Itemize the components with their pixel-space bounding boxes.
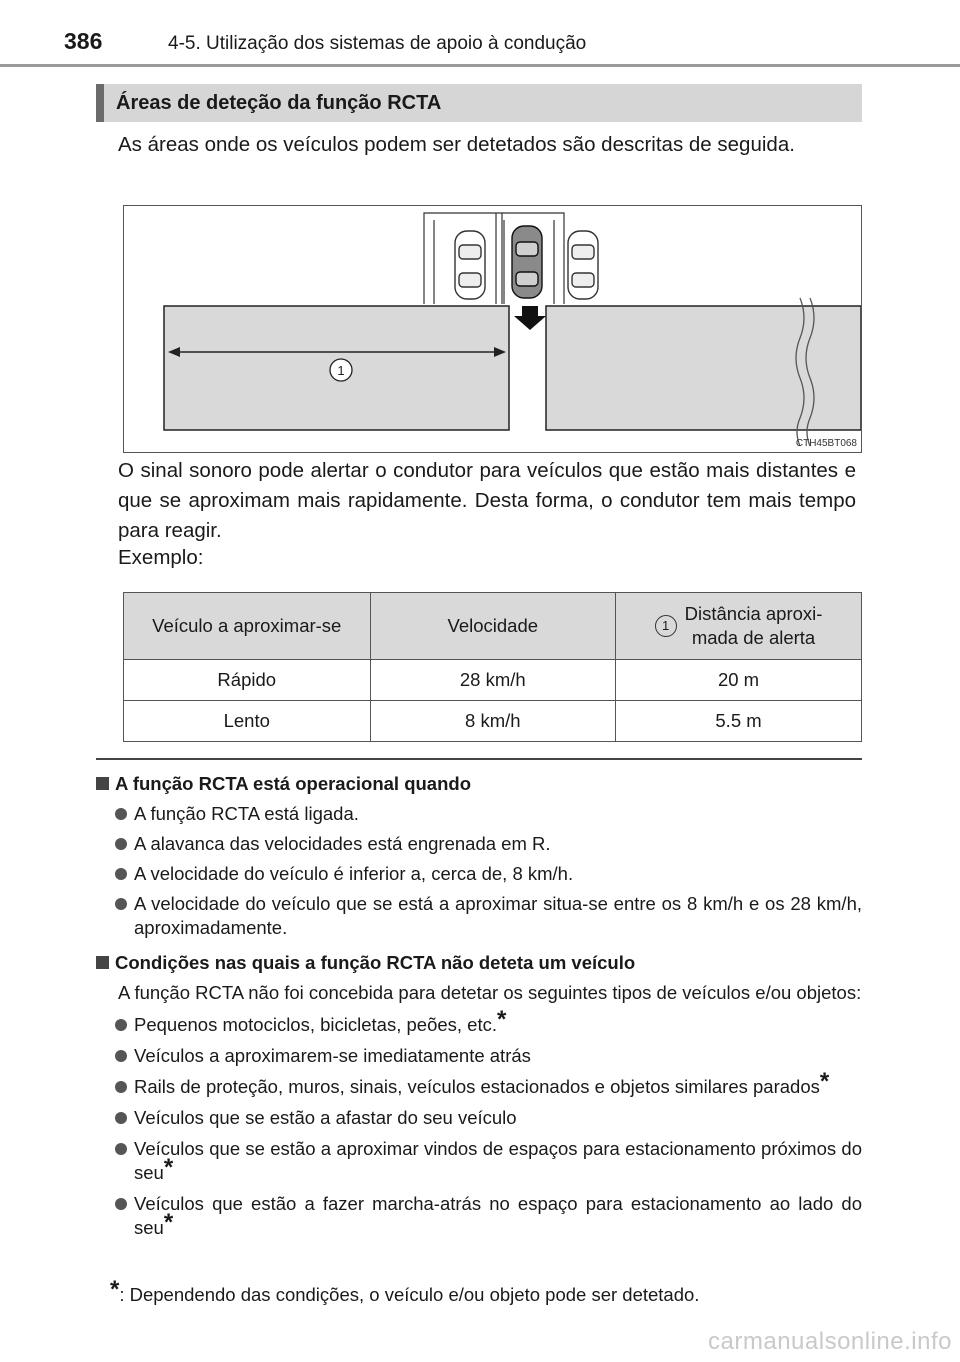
footnote-star: *: [110, 1276, 120, 1303]
bullet-icon: [115, 1143, 127, 1155]
alert-distance-table: [123, 592, 862, 742]
table-row: [124, 660, 862, 701]
square-bullet-icon: [96, 777, 109, 790]
alert-paragraph: O sinal sonoro pode alertar o condutor para veículos que estão mais distantes e que se aproximam mais rapidamente. Desta forma, o condutor tem mais tempo para reagir.: [118, 459, 856, 542]
footnote-text: : Dependendo das condições, o veículo e/ou objeto pode ser detetado.: [119, 1284, 700, 1305]
list-item: A velocidade do veículo que se está a aproximar situa-se entre os 8 km/h e os 28 km/h, aproximadamente.: [96, 892, 862, 940]
bullet-icon: [115, 838, 127, 850]
example-label: Exemplo:: [118, 546, 204, 569]
footnote-star: *: [497, 1006, 507, 1033]
section-title-bar: [96, 84, 862, 122]
table-cell: 28 km/h: [370, 660, 616, 701]
square-bullet-icon: [96, 956, 109, 969]
table-cell: 20 m: [616, 660, 862, 701]
figure-caption: CTH45BT068: [795, 438, 857, 449]
list-item: Rails de proteção, muros, sinais, veículos estacionados e objetos similares parados*: [96, 1075, 862, 1099]
footnote-star: *: [163, 1209, 174, 1236]
bullet-icon: [115, 808, 127, 820]
bullet-icon: [115, 1019, 127, 1031]
footnote-star: *: [819, 1068, 830, 1095]
table-cell: Rápido: [124, 660, 371, 701]
table-header-cell: Velocidade: [370, 593, 616, 660]
parked-car-left: [455, 231, 485, 299]
range-marker: 1: [337, 363, 345, 378]
table-row: [124, 701, 862, 742]
note-title: A função RCTA está operacional quando: [115, 773, 471, 794]
header-marker: 1: [655, 615, 677, 637]
bullet-icon: [115, 868, 127, 880]
header-rule: [0, 64, 960, 67]
bullet-icon: [115, 1112, 127, 1124]
list-item: A função RCTA está ligada.: [96, 802, 862, 826]
list-item: A velocidade do veículo é inferior a, cerca de, 8 km/h.: [96, 862, 862, 886]
bullet-icon: [115, 1081, 127, 1093]
detection-area-illustration: [124, 206, 861, 452]
operational-note: [96, 772, 862, 940]
bullet-icon: [115, 898, 127, 910]
detection-area-diagram: [123, 205, 862, 453]
own-vehicle: [512, 226, 542, 298]
reverse-arrow-icon: [514, 306, 546, 330]
table-header-cell: Veículo a aproximar-se: [124, 593, 371, 660]
list-item: Veículos a aproximarem-se imediatamente atrás: [96, 1044, 862, 1068]
list-item: Pequenos motociclos, bicicletas, peões, etc.*: [96, 1013, 862, 1037]
footnote: [110, 1276, 700, 1306]
note-intro: A função RCTA não foi concebida para detetar os seguintes tipos de veículos e/ou objetos:: [118, 982, 862, 1003]
parked-car-right: [568, 231, 598, 299]
list-item: A alavanca das velocidades está engrenada em R.: [96, 832, 862, 856]
footnote-star: *: [163, 1154, 174, 1181]
table-cell: 8 km/h: [370, 701, 616, 742]
table-header-cell: [616, 593, 862, 660]
bullet-icon: [115, 1198, 127, 1210]
table-cell: 5.5 m: [616, 701, 862, 742]
not-detected-note: [96, 951, 862, 1240]
list-item: Veículos que se estão a afastar do seu veículo: [96, 1106, 862, 1130]
page-number: 386: [64, 28, 103, 54]
note-title: Condições nas quais a função RCTA não deteta um veículo: [115, 952, 636, 973]
chapter-title: 4-5. Utilização dos sistemas de apoio à condução: [168, 33, 587, 54]
intro-paragraph: As áreas onde os veículos podem ser detetados são descritas de seguida.: [118, 133, 795, 156]
parking-lines: [424, 213, 564, 304]
table-header-row: [124, 593, 862, 660]
header-line: mada de alerta: [691, 627, 816, 648]
section-divider: [96, 758, 862, 760]
table-cell: Lento: [124, 701, 371, 742]
bullet-icon: [115, 1050, 127, 1062]
section-title: Áreas de deteção da função RCTA: [116, 92, 442, 114]
list-item: Veículos que se estão a aproximar vindos de espaços para estacionamento próximos do seu*: [96, 1137, 862, 1185]
watermark: carmanualsonline.info: [708, 1328, 952, 1355]
section-bar-accent: [96, 84, 104, 122]
header-line: Distância aproxi-: [684, 603, 823, 624]
list-item: Veículos que estão a fazer marcha-atrás no espaço para estacionamento ao lado do seu*: [96, 1192, 862, 1240]
